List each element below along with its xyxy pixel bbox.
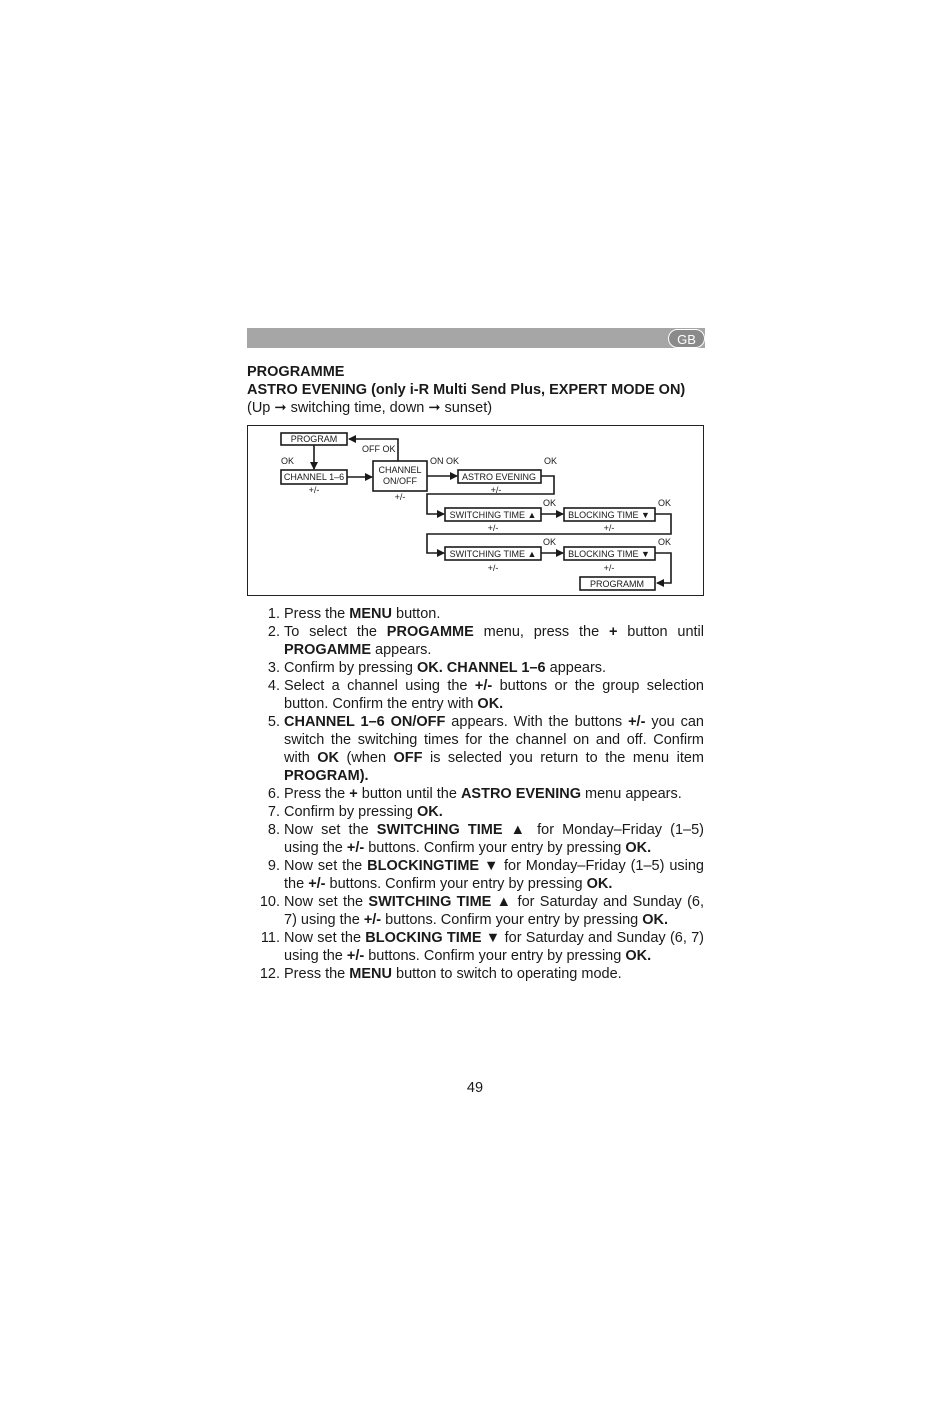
step-text-bold: ASTRO EVENING [460, 786, 581, 802]
step-text-bold: MENU [349, 966, 392, 982]
step-text-bold: MENU [349, 606, 392, 622]
label-switching-time-1: SWITCHING TIME ▲ [449, 510, 537, 520]
step-text-bold: OK. [416, 804, 443, 820]
step-text-part: buttons. Confirm your entry by pressing [364, 948, 626, 964]
step-item [255, 785, 704, 803]
page-subtitle: ASTRO EVENING (only i-R Multi Send Plus, EXPERT MODE ON) [247, 382, 686, 398]
step-text-part: button until the [357, 786, 461, 802]
step-text [284, 929, 704, 965]
step-number: 9. [267, 858, 280, 874]
step-text-bold: +/- [346, 948, 365, 964]
page-number: 49 [466, 1080, 484, 1096]
label-ok-6: OK [658, 537, 672, 547]
step-number: 2. [267, 624, 280, 640]
step-text-part: buttons. Confirm your entry by pressing [364, 840, 626, 856]
step-text [284, 659, 704, 677]
step-text-part: button until [617, 624, 704, 640]
step-item [255, 821, 704, 857]
step-text-part: appears. [371, 642, 432, 658]
step-text-part: Press the [284, 966, 350, 982]
step-item [255, 659, 704, 677]
step-text-part: Confirm by pressing [284, 804, 417, 820]
step-item [255, 623, 704, 659]
label-pm-7: +/- [603, 563, 615, 573]
label-pm-6: +/- [487, 563, 499, 573]
label-off-ok: OFF OK [362, 444, 396, 454]
step-text-bold: OK. [477, 696, 504, 712]
step-text-bold: PROGRAM). [284, 768, 369, 784]
label-programm: PROGRAMM [590, 579, 644, 589]
label-pm-2: +/- [394, 492, 406, 502]
step-text-part: Now set the [284, 822, 377, 838]
step-text-bold: +/- [363, 912, 382, 928]
label-pm-5: +/- [603, 523, 615, 533]
step-item [255, 857, 704, 893]
step-text-part: button to switch to operating mode. [391, 966, 622, 982]
step-text-bold: BLOCKING TIME ▼ [365, 930, 501, 946]
section-heading [247, 363, 717, 417]
step-text-bold: PROGAMME [386, 624, 474, 640]
header-bar [247, 328, 705, 348]
step-text-part: Confirm by pressing [284, 660, 417, 676]
step-text-part: menu, press the [473, 624, 609, 640]
step-text [284, 623, 704, 659]
label-ok-2: OK [544, 456, 558, 466]
step-number: 5. [267, 714, 280, 730]
step-item [255, 677, 704, 713]
step-text-part: for Monday–Friday (1–5) using the [284, 858, 704, 892]
step-text-part: for Monday–Friday (1–5) using the [284, 822, 705, 856]
label-channel: CHANNEL 1–6 [283, 472, 345, 482]
language-badge: GB [668, 329, 705, 348]
step-text-part: To select the [284, 624, 387, 640]
label-on-ok: ON OK [430, 456, 460, 466]
step-text-part: button. [391, 606, 441, 622]
label-switching-time-2: SWITCHING TIME ▲ [449, 549, 537, 559]
label-astro-evening: ASTRO EVENING [461, 472, 537, 482]
step-text-part: buttons. Confirm your entry by pressing [325, 876, 587, 892]
label-blocking-time-1: BLOCKING TIME ▼ [568, 510, 650, 520]
step-text-part: for Saturday and Sunday (6, 7) using the [284, 894, 704, 928]
label-program: PROGRAM [290, 434, 338, 444]
step-text-part: Press the [284, 606, 350, 622]
step-number: 1. [267, 606, 280, 622]
label-ok-5: OK [543, 537, 557, 547]
step-text [284, 857, 704, 893]
step-item [255, 803, 704, 821]
label-blocking-time-2: BLOCKING TIME ▼ [568, 549, 650, 559]
step-text [284, 713, 704, 785]
step-text-bold: + [349, 786, 358, 802]
step-text-bold: SWITCHING TIME ▲ [376, 822, 530, 838]
step-text-bold: OK. CHANNEL 1–6 [416, 660, 546, 676]
step-text-bold: OFF [393, 750, 423, 766]
step-text [284, 605, 704, 623]
label-ok-1: OK [281, 456, 295, 466]
step-text-bold: + [608, 624, 618, 640]
step-number: 10. [259, 894, 280, 910]
step-item [255, 893, 704, 929]
step-text-part: appears. [545, 660, 607, 676]
label-pm-4: +/- [487, 523, 499, 533]
step-text-part: you can switch the switching times for the channel on and off. Confirm with [284, 714, 704, 766]
step-number: 11. [260, 930, 280, 946]
step-text [284, 677, 704, 713]
label-channel-onoff-2: ON/OFF [383, 476, 417, 486]
step-text-bold: +/- [628, 714, 646, 730]
step-text [284, 821, 704, 857]
step-text-bold: +/- [346, 840, 365, 856]
step-text-part: appears. With the buttons [445, 714, 629, 730]
step-item [255, 929, 704, 965]
step-item [255, 965, 704, 983]
step-text-part: is selected you return to the menu item [422, 750, 704, 766]
step-item [255, 605, 704, 623]
step-number: 6. [267, 786, 280, 802]
step-text-part: (when [339, 750, 394, 766]
step-text-part: Now set the [284, 858, 368, 874]
step-number: 7. [267, 804, 280, 820]
instruction-steps [255, 605, 704, 983]
step-number: 12. [259, 966, 280, 982]
step-text-part: buttons or the group selection button. Confirm the entry with [284, 678, 704, 712]
step-text-part: for Saturday and Sunday (6, 7) using the [284, 930, 705, 964]
step-text-part: Select a channel using the [284, 678, 475, 694]
step-text-part: Now set the [284, 930, 366, 946]
step-text-bold: +/- [308, 876, 326, 892]
step-text [284, 965, 704, 983]
step-text-bold: PROGAMME [284, 642, 371, 658]
step-text-part: buttons. Confirm your entry by pressing [381, 912, 643, 928]
step-text-part: Now set the [284, 894, 369, 910]
label-ok-3: OK [543, 498, 557, 508]
step-text [284, 785, 704, 803]
step-text-bold: OK. [625, 840, 652, 856]
step-text-bold: +/- [474, 678, 493, 694]
step-text-bold: OK [317, 750, 340, 766]
step-text-bold: OK. [642, 912, 669, 928]
label-channel-onoff-1: CHANNEL [378, 465, 422, 475]
step-text-part: menu appears. [580, 786, 682, 802]
page-title: PROGRAMME [247, 364, 345, 380]
step-number: 3. [267, 660, 280, 676]
step-text-bold: OK. [625, 948, 652, 964]
step-text-bold: SWITCHING TIME ▲ [368, 894, 513, 910]
menu-flow-diagram [247, 425, 704, 596]
step-text [284, 893, 704, 929]
label-pm-3: +/- [490, 485, 502, 495]
step-item [255, 713, 704, 785]
step-text-bold: BLOCKINGTIME ▼ [367, 858, 500, 874]
step-text-bold: CHANNEL 1–6 ON/OFF [284, 714, 446, 730]
step-number: 4. [267, 678, 280, 694]
step-text-part: Press the [284, 786, 350, 802]
label-pm-1: +/- [308, 485, 320, 495]
step-number: 8. [267, 822, 280, 838]
step-text [284, 803, 704, 821]
label-ok-4: OK [658, 498, 672, 508]
direction-note: (Up ➞ switching time, down ➞ sunset) [247, 400, 493, 416]
step-text-bold: OK. [586, 876, 613, 892]
